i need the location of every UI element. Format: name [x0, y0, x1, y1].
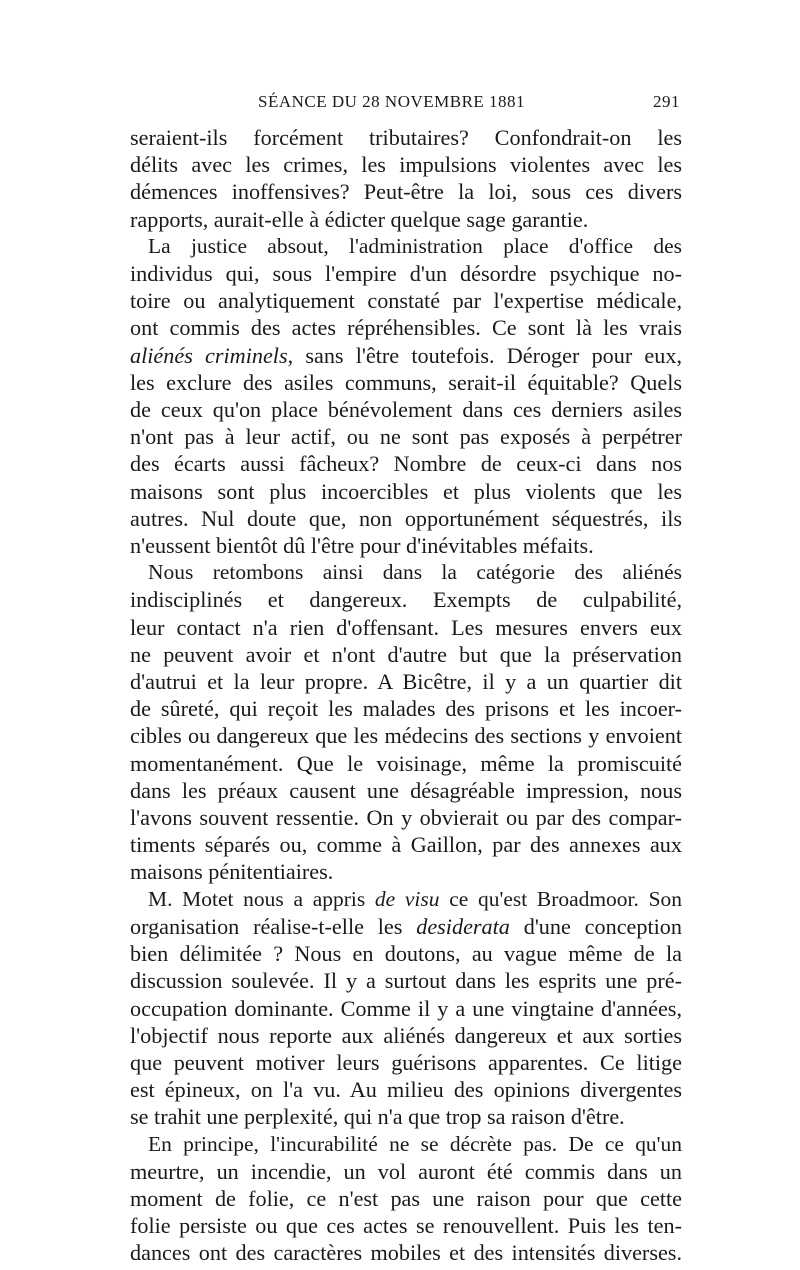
text-line: seraient-ils forcément tributaires? Confondrait-on les: [130, 125, 682, 150]
text-line: de sûreté, qui reçoit les malades des prisons et les incoer-: [130, 696, 682, 722]
text-line: timents séparés ou, comme à Gaillon, par des annexes aux: [130, 832, 682, 858]
text-line: bien délimitée ? Nous en doutons, au vague même de la: [130, 941, 682, 967]
line-part: M. Motet nous a appris: [148, 886, 375, 911]
text-line: délits avec les crimes, les impulsions violentes avec les: [130, 152, 682, 178]
text-line: leur contact n'a rien d'offensant. Les mesures envers eux: [130, 614, 682, 640]
text-line: d'autrui et la leur propre. A Bicêtre, il y a un quartier dit: [130, 669, 682, 695]
text-line: l'objectif nous reporte aux aliénés dangereux et aux sorties: [130, 1022, 682, 1048]
text-line: les exclure des asiles communs, serait-il équitable? Quels: [130, 369, 682, 395]
text-line: cibles ou dangereux que les médecins des sections y envoient: [130, 723, 682, 749]
text-line: discussion soulevée. Il y a surtout dans les esprits une pré-: [130, 968, 682, 994]
text-line: que peuvent motiver leurs guérisons apparentes. Ce litige: [130, 1049, 682, 1075]
text-line: dans les préaux causent une désagréable impression, nous: [130, 777, 682, 803]
text-line: est épineux, on l'a vu. Au milieu des opinions divergentes: [130, 1077, 682, 1103]
text-line: maisons sont plus incoercibles et plus violents que les: [130, 478, 682, 504]
text-line: occupation dominante. Comme il y a une vingtaine d'années,: [130, 995, 682, 1021]
text-line: toire ou analytiquement constaté par l'expertise médicale,: [130, 288, 682, 314]
italic-phrase: de visu: [374, 886, 440, 911]
text-line: ne peuvent avoir et n'ont d'autre but que la préservation: [130, 641, 682, 667]
text-line: l'avons souvent ressentie. On y obvierait ou par des compar-: [130, 805, 682, 831]
text-line: dances ont des caractères mobiles et des intensités diverses.: [130, 1240, 682, 1266]
text-line: individus qui, sous l'empire d'un désordre psychique no-: [130, 261, 682, 287]
text-line: maisons pénitentiaires.: [130, 859, 334, 885]
text-line: rapports, aurait-elle à édicter quelque sage garantie.: [130, 206, 589, 232]
text-line: Nous retombons ainsi dans la catégorie des aliénés: [148, 560, 682, 585]
text-line: En principe, l'incurabilité ne se décrète pas. De ce qu'un: [148, 1131, 682, 1156]
text-line: folie persiste ou que ces actes se renouvellent. Puis les ten-: [130, 1213, 682, 1239]
paragraph-4: [130, 886, 682, 1131]
text-line: démences inoffensives? Peut-être la loi, sous ces divers: [130, 179, 682, 205]
text-line-with-italic: [130, 886, 682, 913]
text-line-with-italic: [130, 342, 682, 369]
line-part: ce qu'est Broadmoor. Son: [439, 886, 682, 911]
text-line: indisciplinés et dangereux. Exempts de culpabilité,: [130, 587, 682, 613]
paragraph-5: [130, 1131, 682, 1267]
text-line: se trahit une perplexité, qui n'a que trop sa raison d'être.: [130, 1104, 625, 1130]
header-title: SÉANCE DU 28 NOVEMBRE 1881: [258, 92, 526, 111]
text-line: La justice absout, l'administration place d'office des: [148, 233, 682, 258]
paragraph-2: [130, 233, 682, 559]
line-part: organisation réalise-t-elle les: [130, 913, 417, 939]
text-line: des écarts aussi fâcheux? Nombre de ceux-ci dans nos: [130, 451, 682, 477]
text-line: meurtre, un incendie, un vol auront été commis dans un: [130, 1158, 682, 1184]
text-line: moment de folie, ce n'est pas une raison pour que cette: [130, 1185, 682, 1211]
italic-phrase: aliénés criminels: [130, 342, 288, 368]
page-number: 291: [653, 92, 680, 111]
line-part: d'une conception: [509, 913, 682, 939]
text-line: momentanément. Que le voisinage, même la promiscuité: [130, 750, 682, 776]
text-line: n'ont pas à leur actif, ou ne sont pas exposés à perpétrer: [130, 424, 682, 450]
text-line: de ceux qu'on place bénévolement dans ces derniers asiles: [130, 397, 682, 423]
line-rest: , sans l'être toutefois. Déroger pour eux,: [287, 342, 683, 368]
running-header: [130, 92, 680, 116]
paragraph-3: [130, 559, 682, 885]
text-line: ont commis des actes répréhensibles. Ce sont là les vrais: [130, 315, 682, 341]
text-line: autres. Nul doute que, non opportunément séquestrés, ils: [130, 505, 682, 531]
italic-phrase: desiderata: [416, 913, 510, 939]
text-line-with-italic: [130, 913, 682, 940]
paragraph-1: [130, 124, 682, 233]
text-line: n'eussent bientôt dû l'être pour d'inévitables méfaits.: [130, 533, 594, 559]
body-text: [130, 124, 682, 1267]
